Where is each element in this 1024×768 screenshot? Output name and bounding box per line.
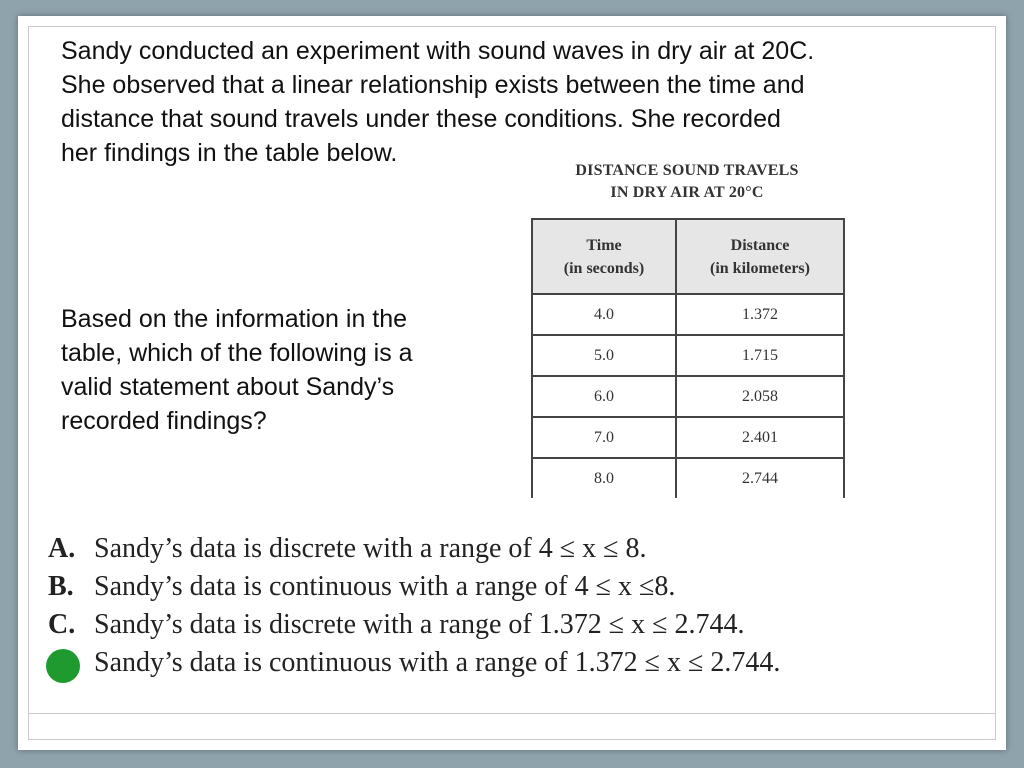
header-time (532, 219, 676, 294)
answer-letter: B. (48, 571, 74, 602)
prompt-text (61, 302, 481, 438)
prompt-line: Based on the information in the (61, 305, 408, 333)
distance-cell: 2.401 (676, 417, 844, 458)
table-title (530, 160, 844, 204)
distance-cell: 1.715 (676, 335, 844, 376)
header-distance-unit: (in kilometers) (710, 259, 810, 277)
answer-text: Sandy’s data is discrete with a range of 4 ≤ x ≤ 8. (94, 533, 647, 564)
answer-letter: A. (48, 533, 76, 564)
question-line: Sandy conducted an experiment with sound waves in dry air at 20C. (61, 37, 815, 65)
answer-text: Sandy’s data is continuous with a range of 4 ≤ x ≤8. (94, 571, 676, 602)
distance-cell: 2.744 (676, 458, 844, 498)
question-line: her findings in the table below. (61, 139, 398, 167)
table-row (532, 458, 844, 498)
answer-choice-d[interactable] (48, 644, 978, 682)
table-title-line: IN DRY AIR AT 20°C (610, 184, 764, 201)
distance-table (531, 218, 845, 498)
answer-choices (48, 530, 978, 682)
time-cell: 4.0 (532, 294, 676, 335)
table-title-line: DISTANCE SOUND TRAVELS (575, 162, 799, 179)
table-header-row (532, 219, 844, 294)
answer-text: Sandy’s data is discrete with a range of 1.372 ≤ x ≤ 2.744. (94, 609, 745, 640)
distance-cell: 2.058 (676, 376, 844, 417)
prompt-line: recorded findings? (61, 407, 267, 435)
time-cell: 6.0 (532, 376, 676, 417)
answer-letter: C. (48, 609, 76, 640)
time-cell: 5.0 (532, 335, 676, 376)
time-cell: 8.0 (532, 458, 676, 498)
slide-bottom-rule (28, 713, 996, 714)
correct-answer-marker-icon (46, 649, 80, 683)
answer-choice-c[interactable] (48, 606, 978, 644)
table-row (532, 417, 844, 458)
prompt-line: valid statement about Sandy’s (61, 373, 395, 401)
answer-text: Sandy’s data is continuous with a range of 1.372 ≤ x ≤ 2.744. (94, 647, 781, 678)
answer-choice-a[interactable] (48, 530, 978, 568)
distance-cell: 1.372 (676, 294, 844, 335)
time-cell: 7.0 (532, 417, 676, 458)
table-row (532, 376, 844, 417)
question-line: She observed that a linear relationship exists between the time and (61, 71, 805, 99)
header-distance (676, 219, 844, 294)
header-time-unit: (in seconds) (563, 259, 645, 277)
question-line: distance that sound travels under these conditions. She recorded (61, 105, 781, 133)
table-row (532, 335, 844, 376)
table-row (532, 294, 844, 335)
header-time-label: Time (586, 236, 622, 254)
header-distance-label: Distance (730, 236, 790, 254)
question-text (61, 34, 941, 170)
answer-choice-b[interactable] (48, 568, 978, 606)
prompt-line: table, which of the following is a (61, 339, 413, 367)
